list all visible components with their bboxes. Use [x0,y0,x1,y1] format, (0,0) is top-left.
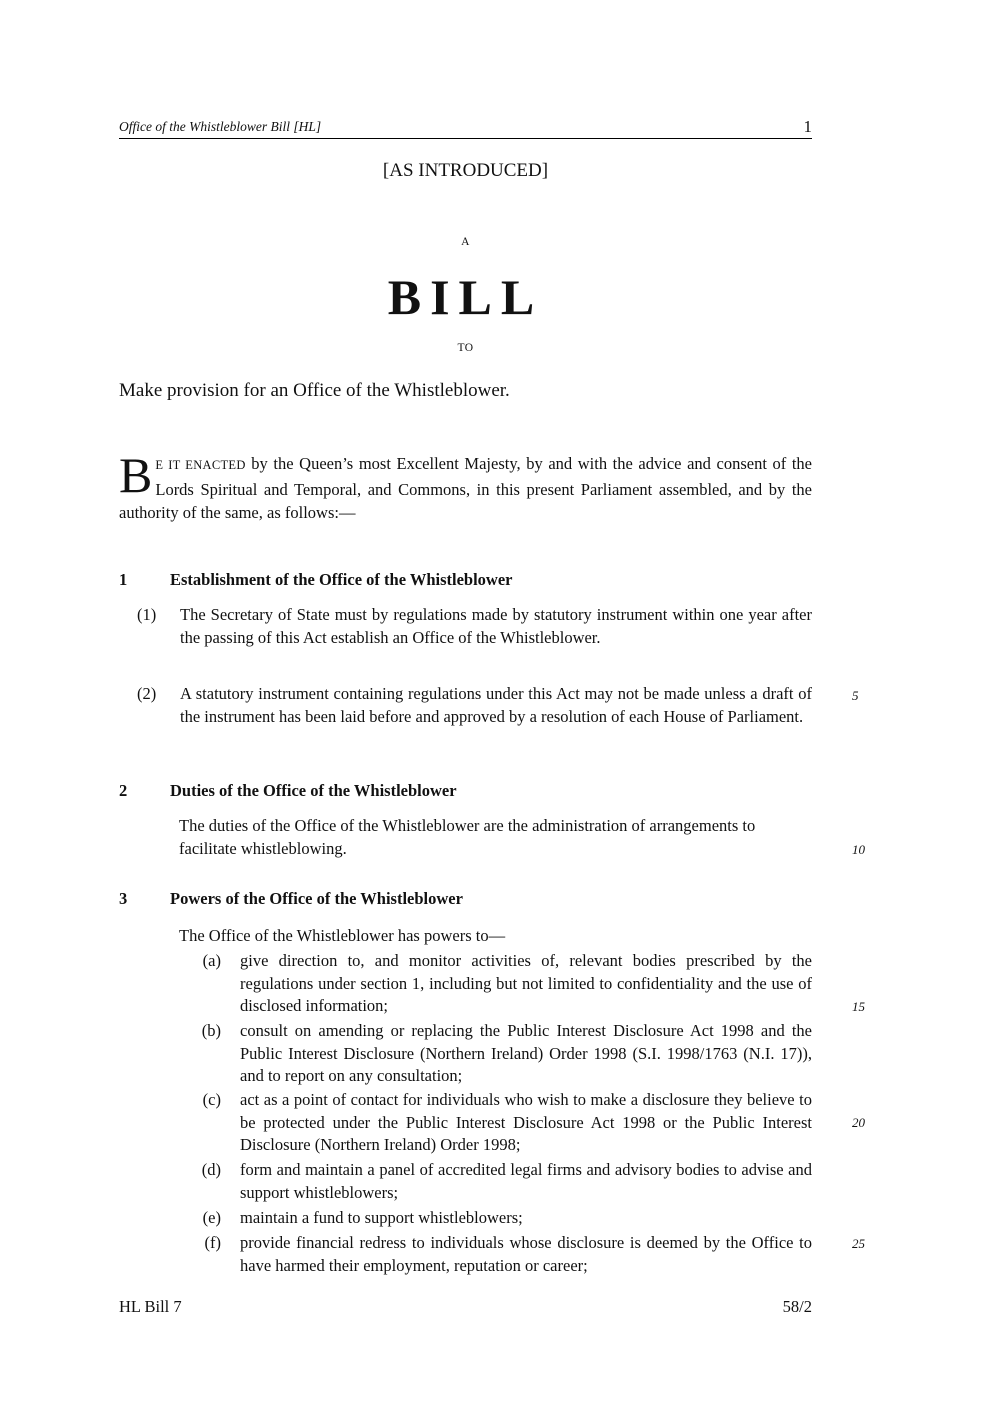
item-text: provide financial redress to individuals whose disclosure is deemed by the Office to have harmed their employment, reputation or career; [240,1233,812,1275]
item-text: form and maintain a panel of accredited legal firms and advisory bodies to advise and support whistleblowers; [240,1160,812,1202]
long-title: Make provision for an Office of the Whistleblower. [119,380,510,401]
clause-3-item-d [194,1159,812,1204]
item-text: give direction to, and monitor activities of, relevant bodies prescribed by the regulations under section 1, including but not limited to confidentiality and the use of disclosed information; [240,951,812,1015]
line-number: 5 [852,688,859,703]
subsection-text: The Secretary of State must by regulations made by statutory instrument within one year after the passing of this Act establish an Office of the Whistleblower. [180,605,812,647]
clause-title: Powers of the Office of the Whistleblower [170,889,463,908]
item-label: (d) [201,1160,221,1179]
line-number: 25 [852,1236,865,1251]
clause-1-subsection-2 [137,683,812,728]
enacting-formula [119,447,813,525]
item-label: (c) [202,1090,221,1109]
item-label: (a) [202,951,221,970]
line-number: 10 [852,842,865,857]
subsection-label: (1) [137,605,157,624]
item-text: maintain a fund to support whistleblowers; [240,1208,523,1227]
item-label: (b) [201,1021,221,1040]
enacting-text: by the Queen’s most Excellent Majesty, by and with the advice and consent of the Lords Spiritual and Temporal, and Commons, in this present Parliament assembled, and by the authority of the same, as follows:— [119,454,813,522]
preamble-a: A [461,236,470,248]
running-head [119,117,812,139]
subsection-text: A statutory instrument containing regulations under this Act may not be made unless a draft of the instrument has been laid before and approved by a resolution of each House of Parliament. [180,684,812,726]
item-label: (f) [204,1233,221,1252]
clause-3-item-b [194,1020,812,1088]
enacting-smallcaps: E IT ENACTED [155,458,246,472]
clause-number: 3 [119,889,128,908]
clause-2-text: The duties of the Office of the Whistleblower are the administration of arrangements to facilitate whistleblowing. [179,816,756,858]
clause-number: 2 [119,781,128,800]
subsection-label: (2) [137,684,157,703]
clause-3-item-f [194,1232,812,1277]
item-text: consult on amending or replacing the Public Interest Disclosure Act 1998 and the Public Interest Disclosure (Northern Ireland) Order 1998 (S.I. 1998/1763 (N.I. 17)), and to report on any consultation; [240,1021,812,1085]
line-number: 20 [852,1115,865,1130]
clause-3-item-c [194,1089,812,1157]
clause-3-intro: The Office of the Whistleblower has powers to— [179,926,506,945]
preamble-to: TO [457,342,474,354]
running-head-title: Office of the Whistleblower Bill [HL] [119,119,322,134]
page-number: 1 [803,117,812,136]
clause-number: 1 [119,570,128,589]
clause-3-item-a [194,950,812,1018]
clause-title: Duties of the Office of the Whistleblower [170,781,457,800]
bill-status: [AS INTRODUCED] [382,160,549,181]
clause-3-item-e [194,1207,812,1230]
line-number: 15 [852,999,865,1014]
dropcap-letter: B [119,447,153,503]
bill-heading: BILL [387,269,544,325]
footer-bill-ref: HL Bill 7 [119,1297,182,1316]
item-text: act as a point of contact for individuals who wish to make a disclosure they believe to be protected under the Public Interest Disclosure Act 1998 or the Public Interest Disclosure (Northern Ireland) Order 1998; [240,1090,812,1154]
clause-title: Establishment of the Office of the Whistleblower [170,570,513,589]
footer-print-ref: 58/2 [782,1297,812,1316]
item-label: (e) [202,1208,221,1227]
clause-1-subsection-1 [137,604,812,649]
